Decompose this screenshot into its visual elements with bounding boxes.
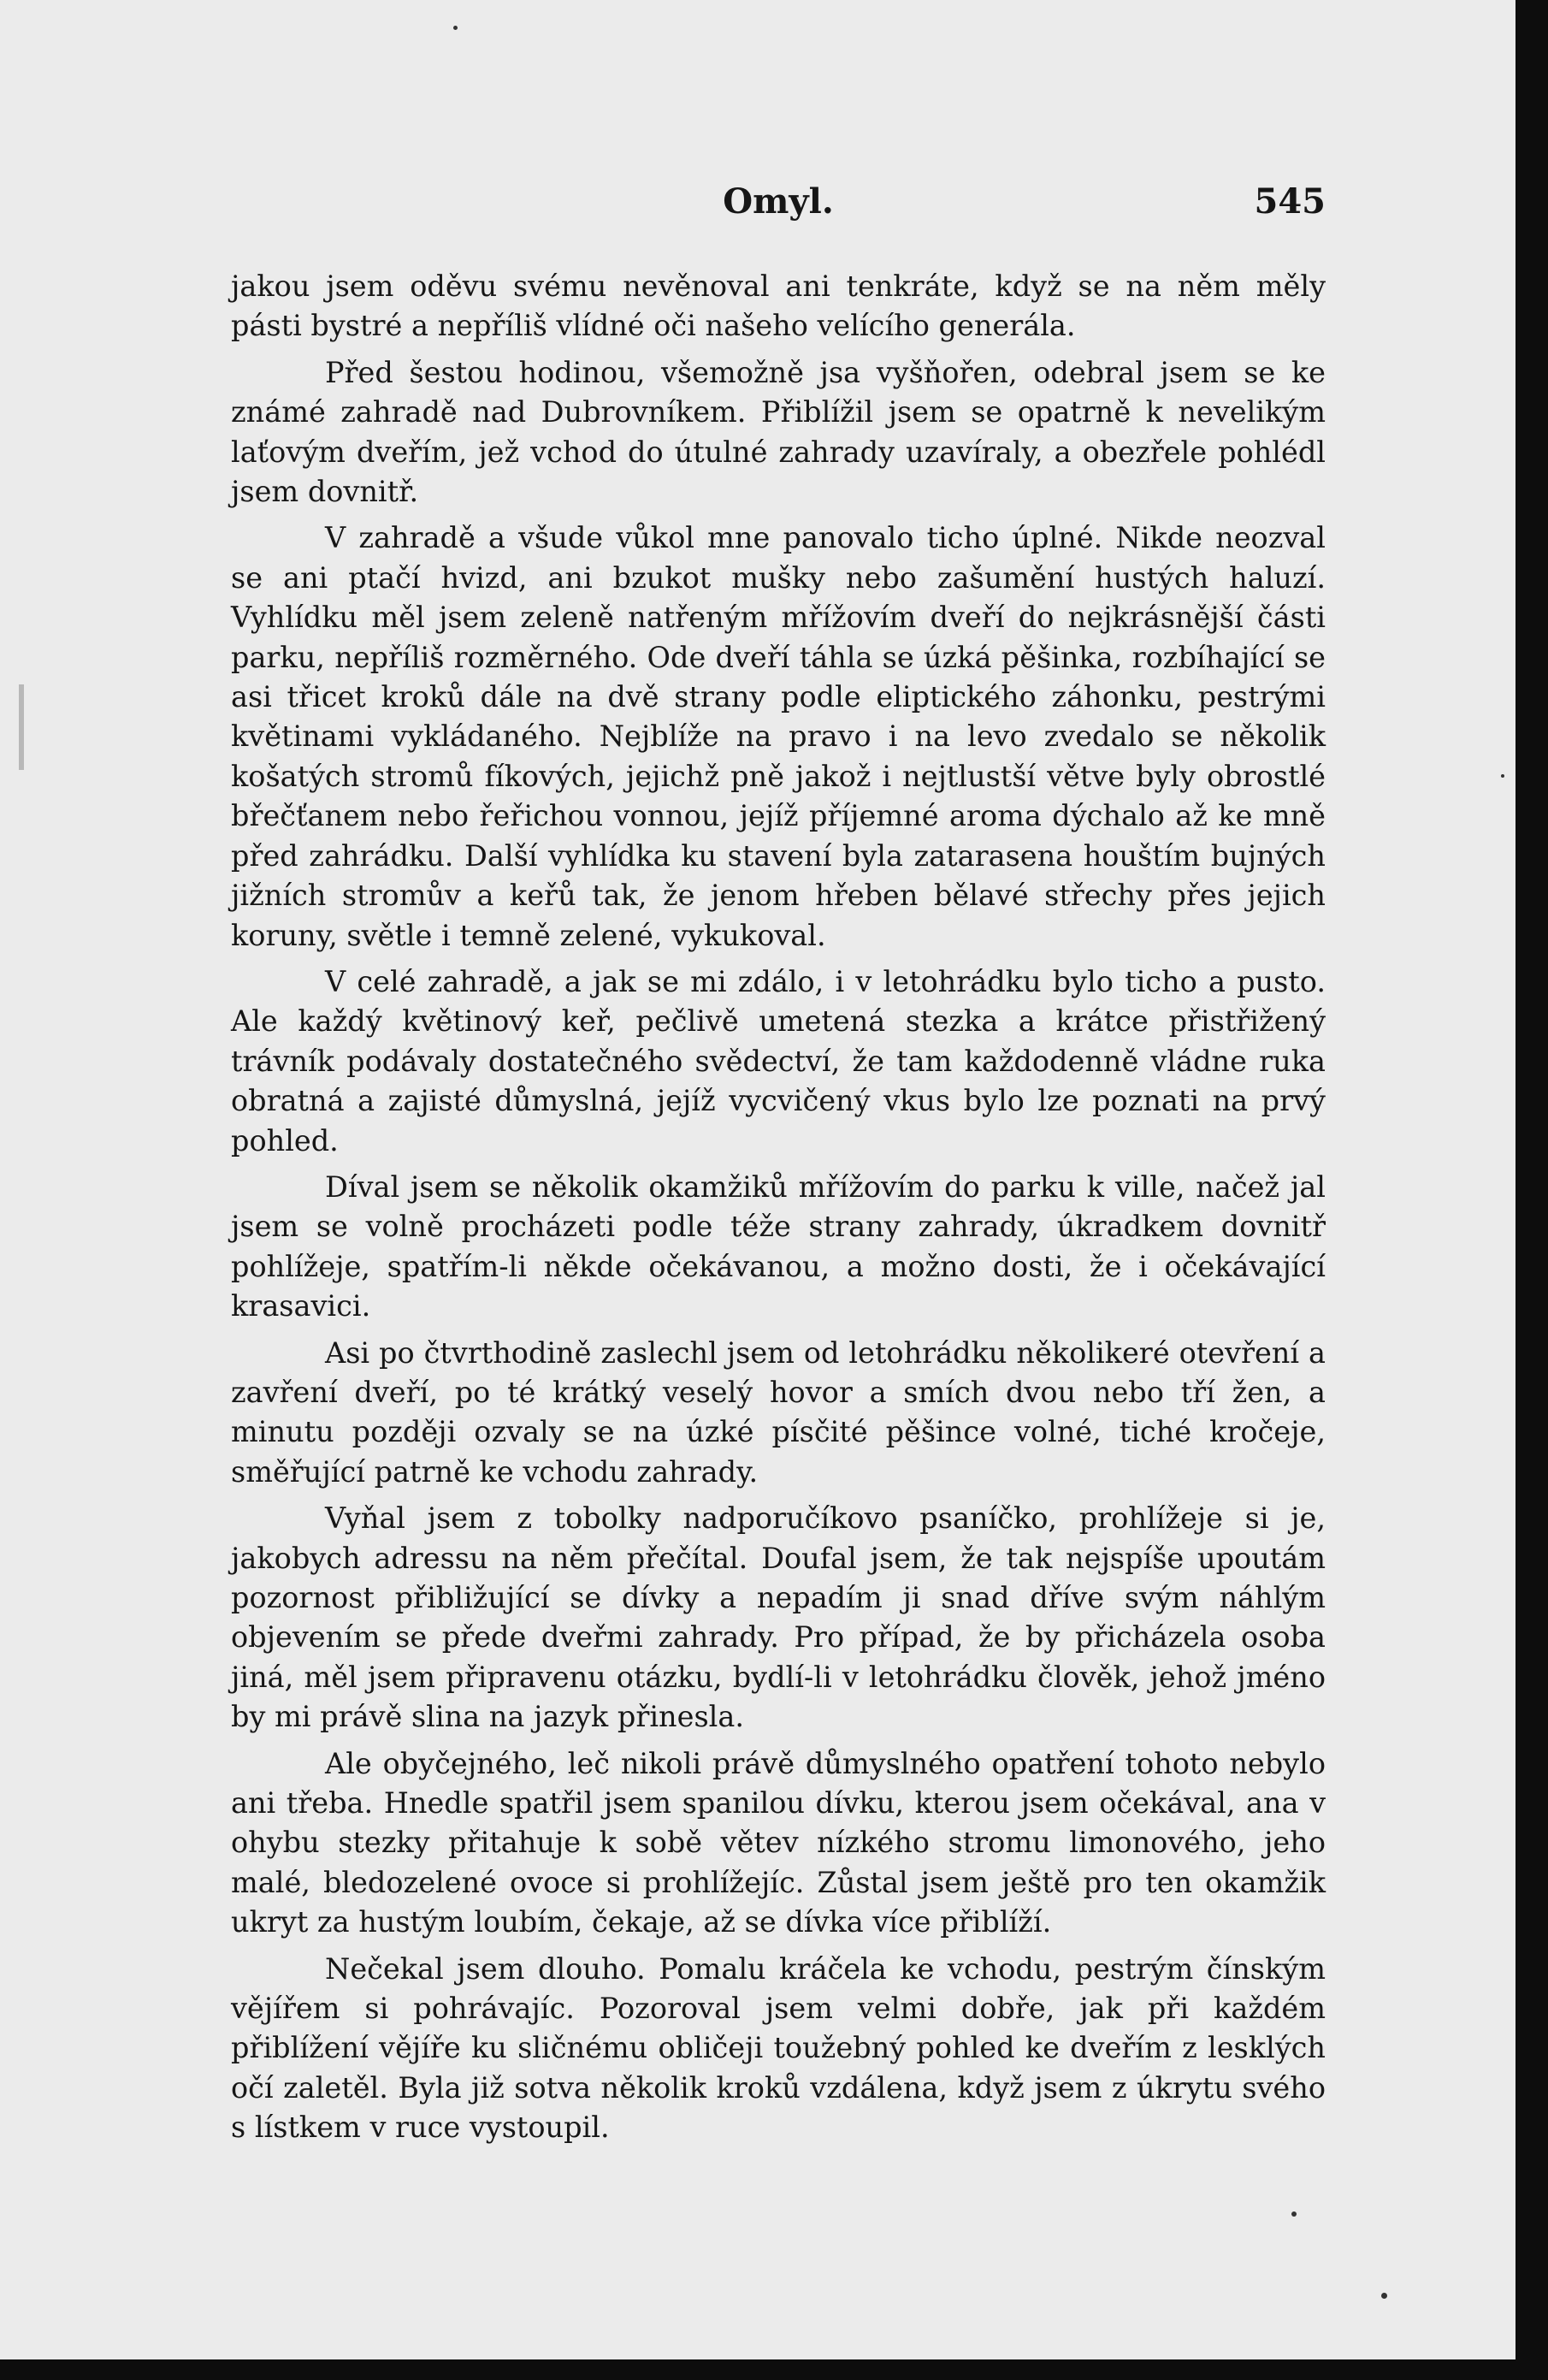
paragraph: jakou jsem oděvu svému nevěnoval ani tenkráte, když se na něm měly pásti bystré a nepříliš vlídné oči našeho velícího generála. [231,269,1326,343]
paragraph: Před šestou hodinou, všemožně jsa vyšňořen, odebral jsem se ke známé zahradě nad Dubrovníkem. Přiblížil jsem se opatrně k nevelikým laťovým dveřím, jež vchod do útulné zahrady uzavíraly, a obezřele pohlédl jsem dovnitř. [231,355,1326,509]
scan-speck [1291,2211,1297,2217]
paragraph: V celé zahradě, a jak se mi zdálo, i v letohrádku bylo ticho a pusto. Ale každý květinový keř, pečlivě umetená stezka a krátce přistřižený trávník podávaly dostatečného svědectví, že tam každodenně vládne ruka obratná a zajisté důmyslná, jejíž vycvičený vkus bylo lze poznati na prvý pohled. [231,964,1326,1157]
body-text [231,267,1326,2155]
scan-speck [1381,2293,1387,2299]
scan-speck [453,26,458,30]
page-number: 545 [1254,181,1326,222]
page-header [231,181,1326,233]
paragraph: Díval jsem se několik okamžiků mřížovím do parku k ville, načež jal jsem se volně procházeti podle téže strany zahrady, úkradkem dovnitř pohlížeje, spatřím-li někde očekávanou, a možno dosti, že i očekávající krasavici. [231,1169,1326,1323]
scan-speck [1501,774,1504,778]
paragraph: Ale obyčejného, leč nikoli právě důmyslného opatření tohoto nebylo ani třeba. Hnedle spatřil jsem spanilou dívku, kterou jsem očekával, ana v ohybu stezky přitahuje k sobě větev nízkého stromu limonového, jeho malé, bledozelené ovoce si prohlížejíc. Zůstal jsem ještě pro ten okamžik ukryt za hustým loubím, čekaje, až se dívka více přiblíží. [231,1746,1326,1939]
binding-mark [19,684,24,770]
paragraph: V zahradě a všude vůkol mne panovalo ticho úplné. Nikde neozval se ani ptačí hvizd, ani bzukot mušky nebo zašumění hustých haluzí. Vyhlídku měl jsem zeleně natřeným mřížovím dveří do nejkrásnější části parku, nepříliš rozměrného. Ode dveří táhla se úzká pěšinka, rozbíhající se asi třicet kroků dále na dvě strany podle eliptického záhonku, pestrými květinami vykládaného. Nejblíže na pravo i na levo zvedalo se několik košatých stromů fíkových, jejichž pně jakož i nejtlustší větve byly obrostlé břečťanem nebo řeřichou vonnou, jejíž příjemné aroma dýchalo až ke mně před zahrádku. Další vyhlídka ku stavení byla zatarasena houštím bujných jižních stromův a keřů tak, že jenom hřeben bělavé střechy přes jejich koruny, světle i temně zelené, vykukoval. [231,521,1326,952]
running-title: Omyl. [723,181,834,222]
paragraph: Vyňal jsem z tobolky nadporučíkovo psaníčko, prohlížeje si je, jakobych adressu na něm přečítal. Doufal jsem, že tak nejspíše upoutám pozornost přibližující se dívky a nepadím ji snad dříve svým náhlým objevením se přede dveřmi zahrady. Pro případ, že by přicházela osoba jiná, měl jsem připravenu otázku, bydlí-li v letohrádku člověk, jehož jméno by mi právě slina na jazyk přinesla. [231,1501,1326,1734]
scan-border-bottom [0,2359,1548,2380]
scan-border-right [1516,0,1548,2380]
paragraph: Asi po čtvrthodině zaslechl jsem od letohrádku několikeré otevření a zavření dveří, po té krátký veselý hovor a smích dvou nebo tří žen, a minutu později ozvaly se na úzké písčité pěšince volné, tiché kročeje, směřující patrně ke vchodu zahrady. [231,1335,1326,1489]
paragraph: Nečekal jsem dlouho. Pomalu kráčela ke vchodu, pestrým čínským vějířem si pohrávajíc. Pozoroval jsem velmi dobře, jak při každém přiblížení vějíře ku sličnému obličeji toužebný pohled ke dveřím z lesklých očí zaletěl. Byla již sotva několik kroků vzdálena, když jsem z úkrytu svého s lístkem v ruce vystoupil. [231,1951,1326,2145]
